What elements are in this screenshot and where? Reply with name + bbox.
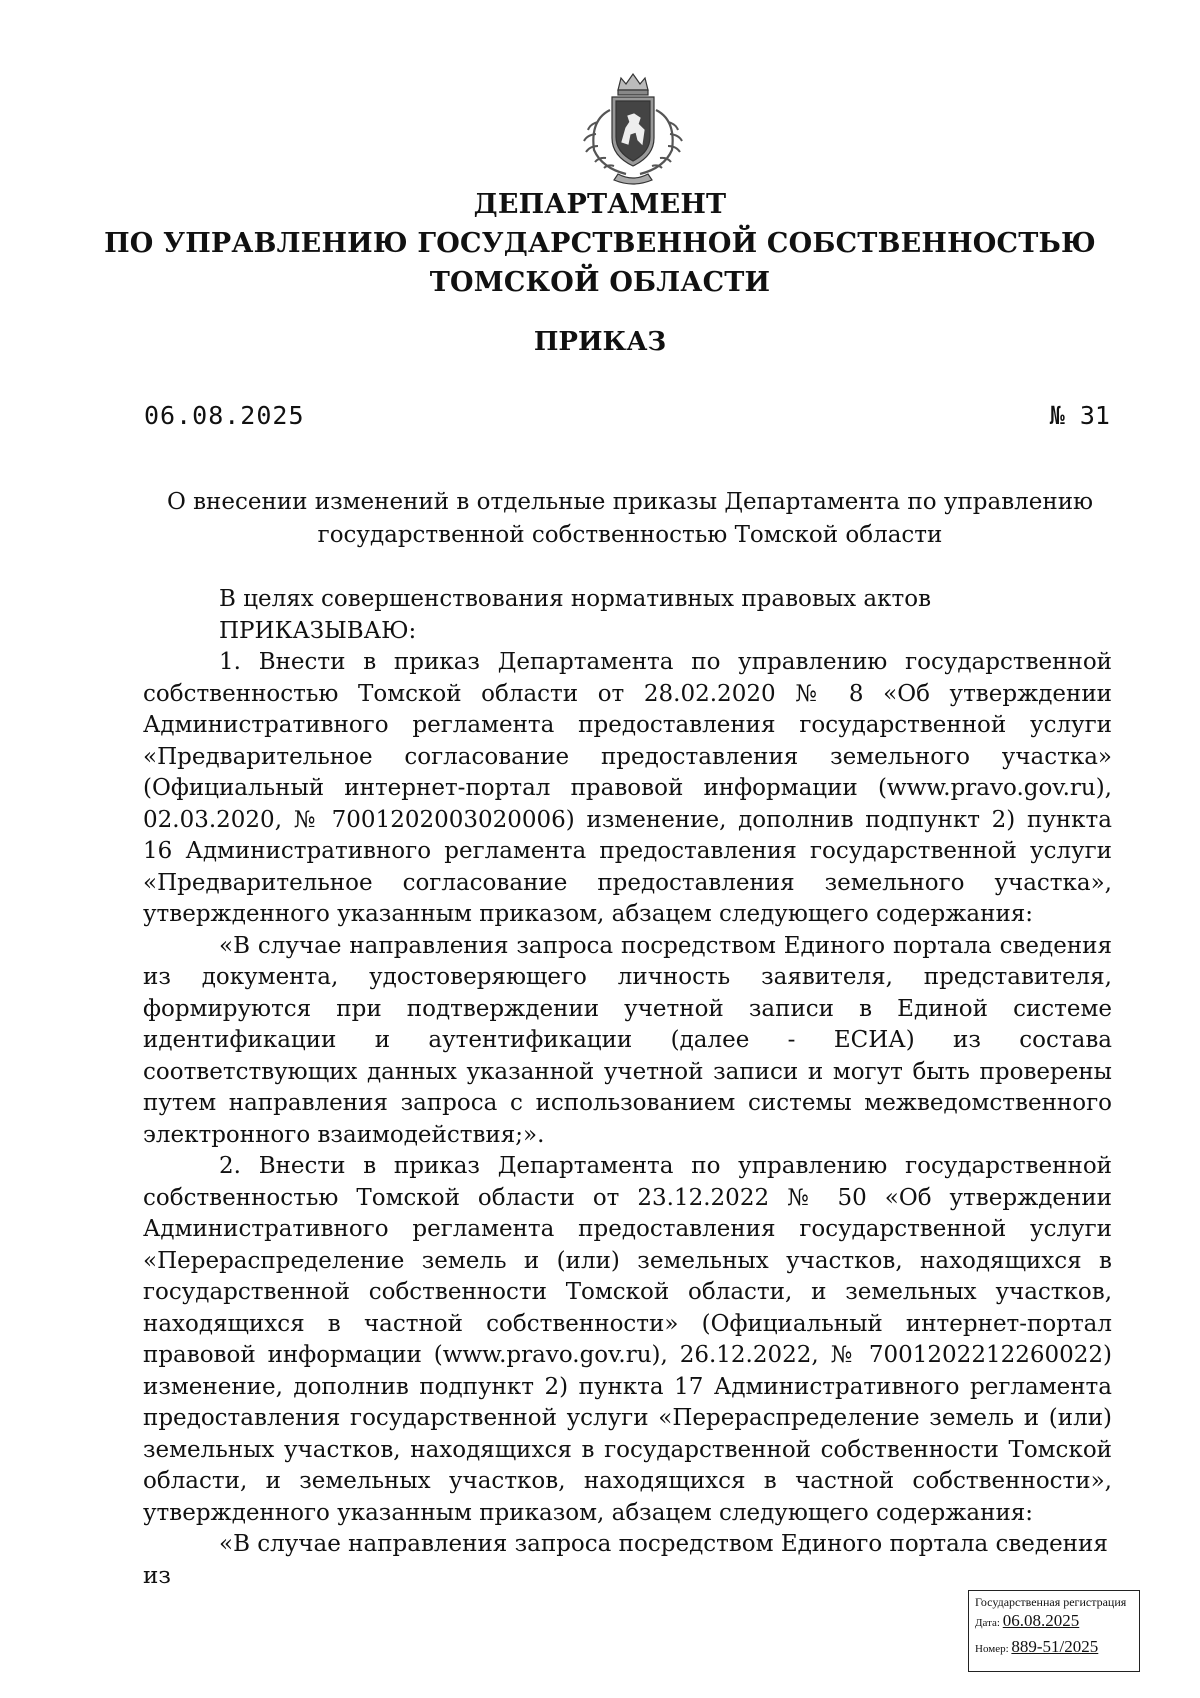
department-title-line-2: ПО УПРАВЛЕНИЮ ГОСУДАРСТВЕННОЙ СОБСТВЕННОСТЬЮ <box>104 228 1096 259</box>
quote-2-paragraph: «В случае направления запроса посредством Единого портала сведения из <box>143 1531 1108 1589</box>
registration-title: Государственная регистрация <box>975 1595 1127 1609</box>
registration-number-row <box>975 1634 1134 1662</box>
intro-paragraph: В целях совершенствования нормативных правовых актов <box>219 586 932 612</box>
document-date: 06.08.2025 <box>144 401 305 430</box>
registration-date-row <box>975 1610 1134 1634</box>
item-2-paragraph: 2. Внести в приказ Департамента по управлению государственной собственностью Томской области от 23.12.2022 № 50 «Об утверждении Административного регламента предоставления государственной услуги «Перераспределение земель и (или) земельных участков, находящихся в государственной собственности Томской области, и земельных участков, находящихся в частной собственности» (Официальный интернет-портал правовой информации (www.pravo.gov.ru), 26.12.2022, № 7001202212260022) изменение, дополнив подпункт 2) пункта 17 Административного регламента предоставления государственной услуги «Перераспределение земель и (или) земельных участков, находящихся в государственной собственности Томской области, и земельных участков, находящихся в частной собственности», утвержденного указанным приказом, абзацем следующего содержания: <box>143 1153 1112 1526</box>
document-type: ПРИКАЗ <box>533 327 667 357</box>
department-title-line-1: ДЕПАРТАМЕНТ <box>473 189 727 220</box>
registration-number-value: 889-51/2025 <box>1011 1637 1099 1656</box>
registration-date-label: Дата: <box>975 1617 1000 1629</box>
document-subject: О внесении изменений в отдельные приказы Департамента по управлению государственной собственностью Томской области <box>166 489 1094 548</box>
quote-1-paragraph: «В случае направления запроса посредством Единого портала сведения из документа, удостоверяющего личность заявителя, представителя, формируются при подтверждении учетной записи в Единой системе идентификации и аутентификации (далее - ЕСИА) из состава соответствующих данных указанной учетной записи и могут быть проверены путем направления запроса с использованием системы межведомственного электронного взаимодействия;». <box>143 932 1112 1148</box>
department-title-line-3: ТОМСКОЙ ОБЛАСТИ <box>429 267 771 298</box>
registration-stamp <box>968 1590 1140 1672</box>
registration-number-label: Номер: <box>975 1643 1009 1655</box>
document-body <box>143 584 1112 1592</box>
item-1-paragraph: 1. Внести в приказ Департамента по управлению государственной собственностью Томской области от 28.02.2020 № 8 «Об утверждении Административного регламента предоставления государственной услуги «Предварительное согласование предоставления земельного участка» (Официальный интернет-портал правовой информации (www.pravo.gov.ru), 02.03.2020, № 7001202003020006) изменение, дополнив подпункт 2) пункта 16 Административного регламента предоставления государственной услуги «Предварительное согласование предоставления земельного участка», утвержденного указанным приказом, абзацем следующего содержания: <box>143 649 1112 927</box>
registration-date-value: 06.08.2025 <box>1002 1611 1080 1630</box>
coat-of-arms-emblem <box>568 70 698 188</box>
document-number: № 31 <box>1049 401 1110 430</box>
order-word: ПРИКАЗЫВАЮ: <box>219 617 417 644</box>
